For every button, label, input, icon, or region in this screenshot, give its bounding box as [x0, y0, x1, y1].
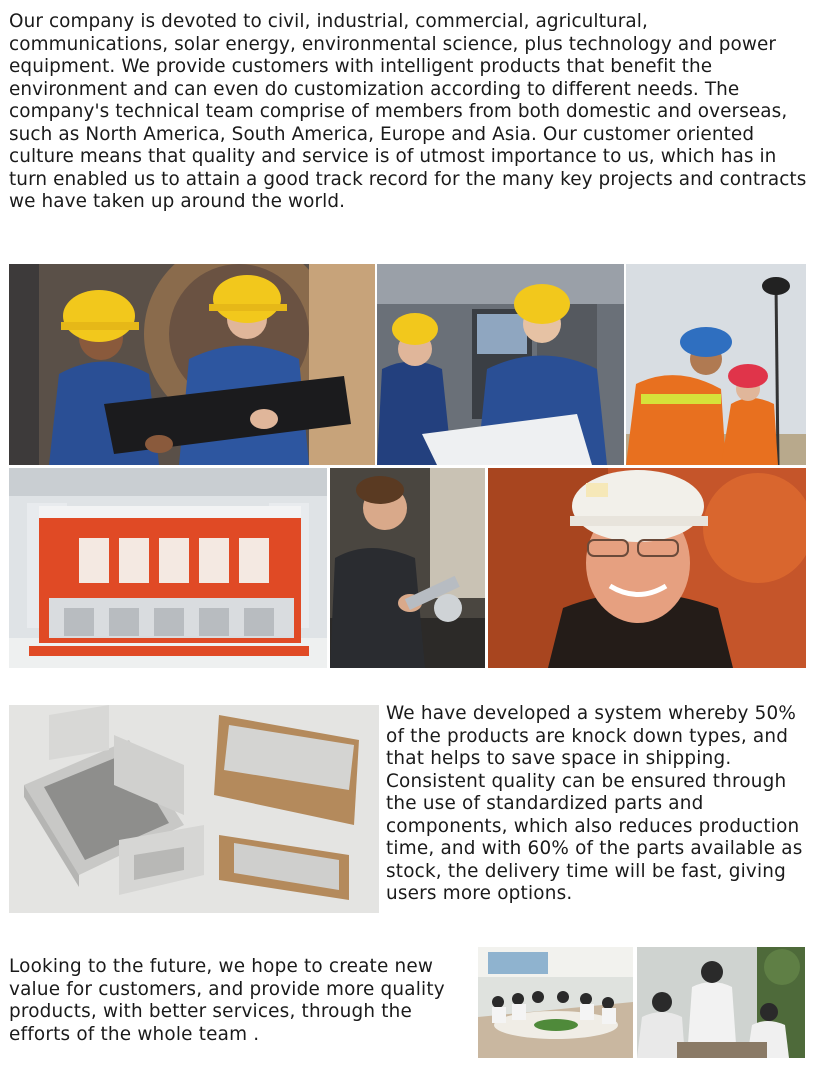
- technician-measuring-part-photo: [330, 468, 485, 668]
- team-meeting-room-photo: [478, 947, 633, 1058]
- team-discussion-photo: [637, 947, 805, 1058]
- knock-down-panels-photo: [9, 705, 379, 913]
- surveyors-field-photo: [626, 264, 806, 465]
- engineers-reviewing-plans-photo: [9, 264, 375, 465]
- knock-down-paragraph: We have developed a system whereby 50% of the products are knock down types, and that helps to save space in shipping. Consistent quality can be ensured through the use of standardized parts and components, which also reduces production time, and with 60% of the parts available as stock, the delivery time will be fast, giving users more options.: [386, 703, 803, 904]
- intro-paragraph: Our company is devoted to civil, industrial, commercial, agricultural, communications, solar energy, environmental science, plus technology and power equipment. We provide customers with intelligent products that benefit the environment and can even do customization according to different needs. The company's technical team comprise of members from both domestic and overseas, such as North America, South America, Europe and Asia. Our customer oriented culture means that quality and service is of utmost importance to us, which has in turn enabled us to attain a good track record for the many key projects and contracts we have taken up around the world.: [9, 11, 807, 212]
- smiling-miner-portrait-photo: [488, 468, 806, 668]
- red-frame-machine-photo: [9, 468, 327, 668]
- engineers-control-room-photo: [377, 264, 624, 465]
- future-paragraph: Looking to the future, we hope to create new value for customers, and provide more quality products, with better services, through the efforts of the whole team .: [9, 956, 445, 1045]
